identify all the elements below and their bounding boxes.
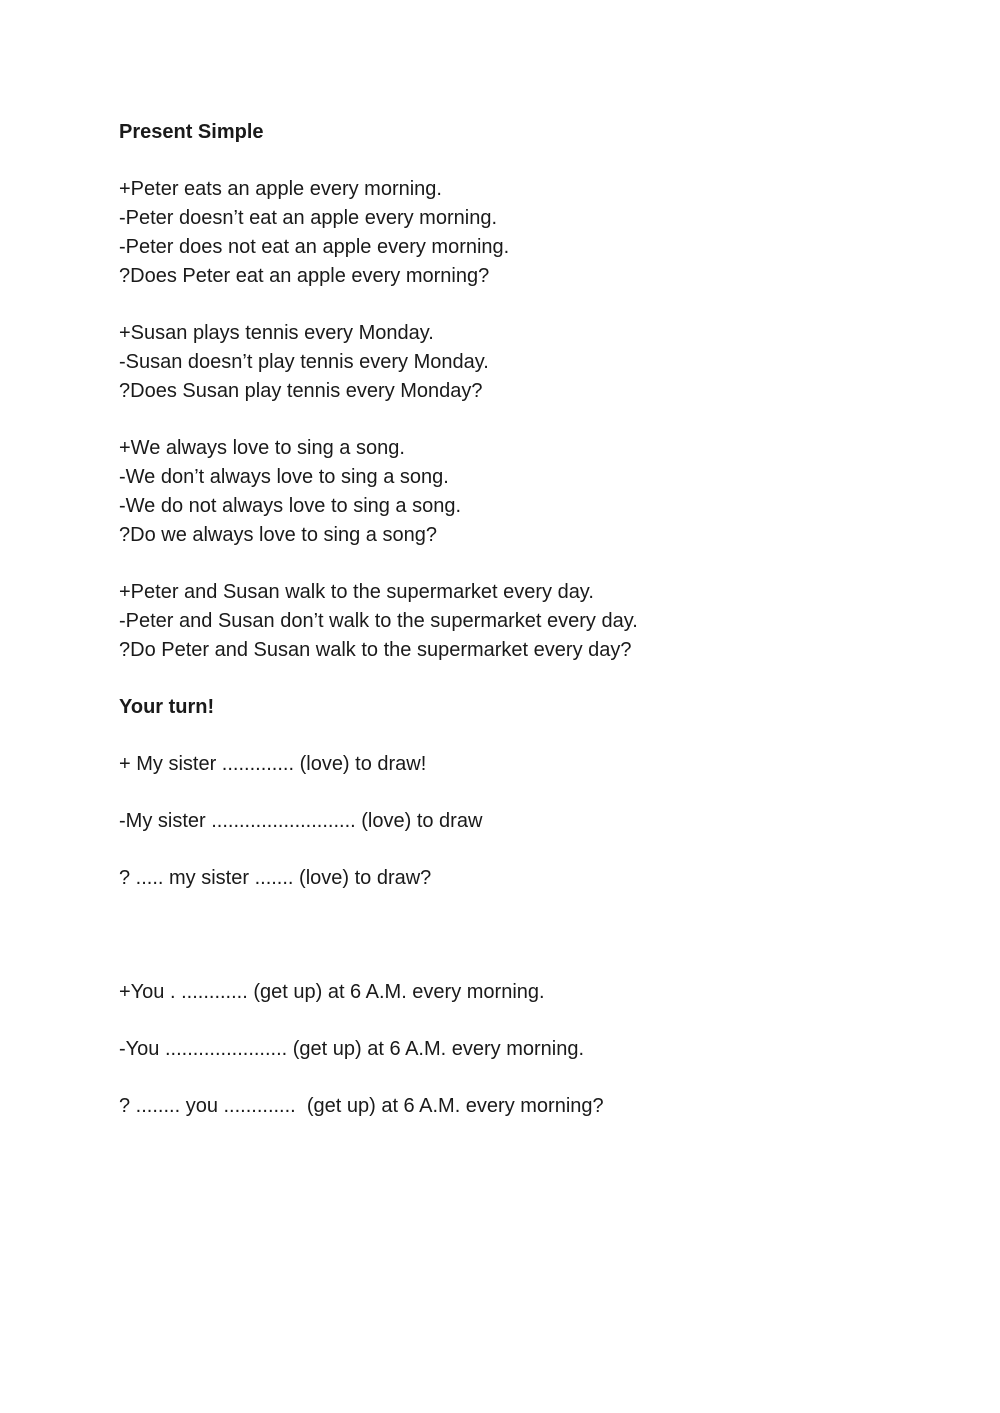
- example-line: +Susan plays tennis every Monday.: [119, 322, 434, 344]
- example-group-peter-susan-walk: [119, 578, 939, 665]
- exercise-line-getup-negative: -You ...................... (get up) at 6 A.M. every morning.: [119, 1038, 585, 1060]
- example-line: ?Does Peter eat an apple every morning?: [119, 265, 490, 287]
- worksheet-content: [119, 118, 939, 1149]
- example-line: -Peter does not eat an apple every morning.: [119, 236, 510, 258]
- exercise-line-getup-positive: +You . ............ (get up) at 6 A.M. every morning.: [119, 981, 545, 1003]
- example-line: ?Does Susan play tennis every Monday?: [119, 380, 483, 402]
- example-line: -We do not always love to sing a song.: [119, 495, 462, 517]
- example-group-we-sing: [119, 434, 939, 550]
- example-group-peter-apple: [119, 175, 939, 291]
- example-line: ?Do we always love to sing a song?: [119, 524, 437, 546]
- example-group-susan-tennis: [119, 319, 939, 406]
- exercise-line-love-negative: -My sister .......................... (love) to draw: [119, 810, 483, 832]
- page-title: Present Simple: [119, 121, 264, 143]
- example-line: -Peter doesn’t eat an apple every morning.: [119, 207, 497, 229]
- exercise-line-love-question: ? ..... my sister ....... (love) to draw?: [119, 867, 432, 889]
- exercise-line-love-positive: + My sister ............. (love) to draw!: [119, 753, 427, 775]
- example-line: +Peter and Susan walk to the supermarket every day.: [119, 581, 594, 603]
- example-line: +We always love to sing a song.: [119, 437, 405, 459]
- section-spacer: [119, 921, 939, 978]
- example-line: -Peter and Susan don’t walk to the supermarket every day.: [119, 610, 638, 632]
- example-line: +Peter eats an apple every morning.: [119, 178, 442, 200]
- example-line: -We don’t always love to sing a song.: [119, 466, 449, 488]
- your-turn-heading: Your turn!: [119, 696, 215, 718]
- example-line: ?Do Peter and Susan walk to the supermarket every day?: [119, 639, 632, 661]
- exercise-line-getup-question: ? ........ you ............. (get up) at 6 A.M. every morning?: [119, 1095, 604, 1117]
- example-line: -Susan doesn’t play tennis every Monday.: [119, 351, 489, 373]
